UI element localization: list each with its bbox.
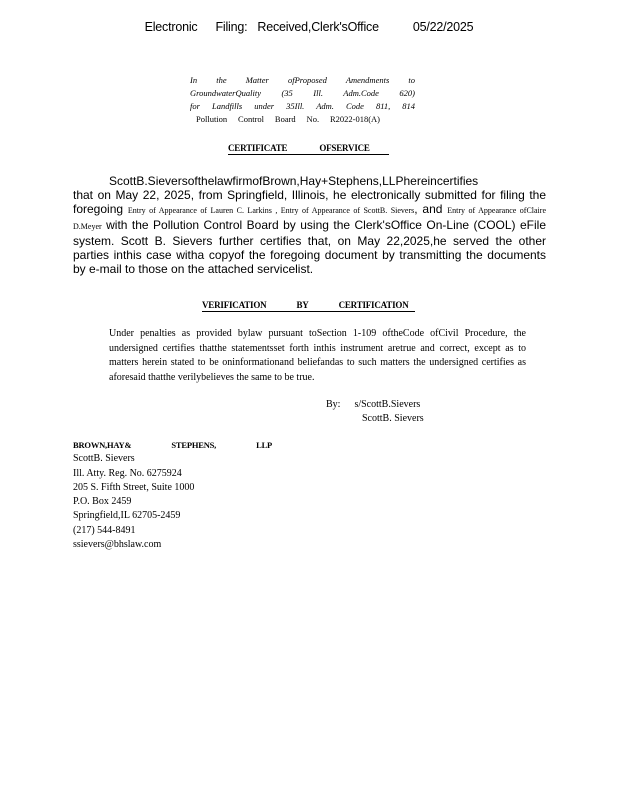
verification-title-word-2: BY xyxy=(296,300,309,310)
phone-number: (217) 544-8491 xyxy=(73,524,136,536)
signer-name: ScottB. Sievers xyxy=(362,412,424,424)
header-date: 05/22/2025 xyxy=(412,20,474,34)
caption-line-4: Pollution Control Board No. R2022-018(A) xyxy=(196,114,380,124)
firm-name-part-1: BROWN,HAY& xyxy=(73,440,132,450)
certificate-title-word-2: OFSERVICE xyxy=(319,143,370,153)
header-received: Received,Clerk'sOffice xyxy=(257,20,379,34)
signature-block xyxy=(326,398,424,425)
po-box: P.O. Box 2459 xyxy=(73,496,132,508)
certificate-entry-2: Entry of Appearance ofClaire D.Meyer xyxy=(73,206,546,231)
verification-text: Under penalties as provided bylaw pursuant toSection 1-109 oftheCode ofCivil Procedure, the undersigned certifies thatthe statementsset forth inthis instrument aretrue and correct, except as to matters herein stated to be oninformationand beliefandas to such matters the undersigned certifies as aforesaid thatthe verilybelieves the same to be true. xyxy=(109,328,526,383)
attorney-address-block xyxy=(73,438,272,552)
firm-name-part-2: STEPHENS, xyxy=(171,440,217,450)
header-filing: Filing: xyxy=(215,20,248,34)
certificate-body xyxy=(73,174,546,276)
firm-name-part-3: LLP xyxy=(256,440,273,450)
header-electronic: Electronic xyxy=(144,20,198,34)
certificate-first-line: ScottB.SieversofthelawfirmofBrown,Hay+Stephens,LLPhereincertifies xyxy=(109,174,479,188)
email-address: ssievers@bhslaw.com xyxy=(73,539,162,551)
firm-name xyxy=(73,438,272,452)
signature-by-label: By: xyxy=(326,399,341,410)
caption-line-2: GroundwaterQuality (35 Ill. Adm.Code 620) xyxy=(190,88,415,98)
street-address: 205 S. Fifth Street, Suite 1000 xyxy=(73,481,195,493)
certificate-title xyxy=(228,143,389,155)
attorney-name: ScottB. Sievers xyxy=(73,453,135,465)
caption-line-1: In the Matter ofProposed Amendments to xyxy=(190,75,415,85)
verification-body xyxy=(73,327,526,385)
certificate-entry-1: Entry of Appearance of Lauren C. Larkins , Entry of Appearance of ScottB. Sievers xyxy=(127,206,415,215)
certificate-text-2: , and xyxy=(414,202,443,216)
case-caption xyxy=(190,74,415,126)
certificate-title-word-1: CERTIFICATE xyxy=(228,143,288,153)
electronic-signature: s/ScottB.Sievers xyxy=(354,399,421,410)
city-state-zip: Springfield,IL 62705-2459 xyxy=(73,510,181,522)
attorney-registration: Ill. Atty. Reg. No. 6275924 xyxy=(73,467,182,479)
filing-stamp-header xyxy=(0,20,618,34)
verification-title xyxy=(202,300,415,312)
certificate-text-3: with the Pollution Control Board by using the Clerk'sOffice On-Line (COOL) eFile system. Scott B. Sievers further certifies that, on May 22,2025,he served the other parties inthis case witha copyof the foregoing document by transmitting the documents by e-mail to those on the attached servicelist. xyxy=(73,218,546,276)
certificate-text-1: that on May 22, 2025, from Springfield, Illinois, he electronically submitted for filing the foregoing xyxy=(73,188,546,216)
verification-title-word-3: CERTIFICATION xyxy=(338,300,409,310)
caption-line-3: for Landfills under 35Ill. Adm. Code 811, 814 xyxy=(190,101,415,111)
verification-title-word-1: VERIFICATION xyxy=(202,300,267,310)
